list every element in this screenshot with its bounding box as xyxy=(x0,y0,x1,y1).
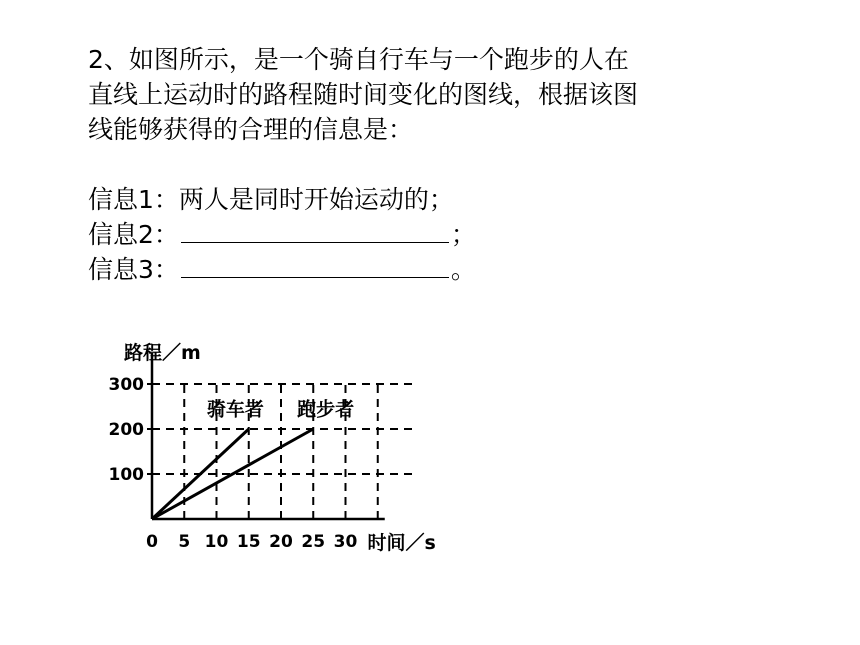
series-label-runner: 跑步者 xyxy=(297,398,355,421)
y-tick-label: 200 xyxy=(108,420,144,440)
info-2 xyxy=(88,217,788,252)
x-tick-label: 0 xyxy=(146,532,158,552)
info-3-label: 信息3： xyxy=(88,255,179,284)
chart-svg xyxy=(95,332,475,562)
info-3 xyxy=(88,252,788,287)
info-3-end: 。 xyxy=(450,255,476,284)
question-line: 2、如图所示，是一个骑自行车与一个跑步的人在 xyxy=(88,45,629,74)
info-2-end: ； xyxy=(450,220,476,249)
x-tick-label: 25 xyxy=(301,532,326,552)
x-tick-label: 10 xyxy=(204,532,229,552)
x-tick-label: 5 xyxy=(178,532,191,552)
question-line: 直线上运动时的路程随时间变化的图线，根据该图 xyxy=(88,80,639,109)
info-1 xyxy=(88,182,788,217)
info-3-blank[interactable] xyxy=(181,253,449,278)
x-tick-label: 20 xyxy=(269,532,293,552)
question-line: 线能够获得的合理的信息是： xyxy=(88,115,414,144)
y-tick-label: 300 xyxy=(108,375,144,395)
series-label-cyclist: 骑车者 xyxy=(206,398,264,421)
info-2-label: 信息2： xyxy=(88,220,179,249)
x-tick-label: 15 xyxy=(236,532,261,552)
info-2-blank[interactable] xyxy=(181,218,449,243)
info-1-label: 信息1： xyxy=(88,185,179,214)
info-1-text: 两人是同时开始运动的； xyxy=(178,185,454,214)
y-tick-label: 100 xyxy=(108,465,144,485)
distance-time-chart xyxy=(95,332,475,566)
info-list xyxy=(88,182,788,287)
x-tick-label: 30 xyxy=(333,532,358,552)
x-axis-label: 时间／s xyxy=(367,532,436,554)
question-text xyxy=(88,42,788,147)
y-axis-label: 路程／m xyxy=(124,342,201,364)
